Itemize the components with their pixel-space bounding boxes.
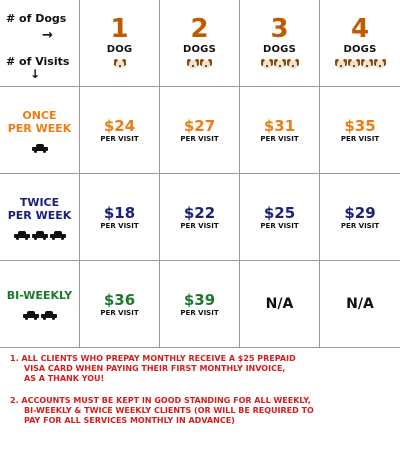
column-header-2 [160, 0, 240, 87]
car-icon [32, 144, 48, 152]
price-cell [160, 261, 240, 348]
footnote-line: AS A THANK YOU! [24, 374, 105, 383]
price-cell [80, 174, 160, 261]
dog-icons [261, 59, 299, 70]
column-header-4 [320, 0, 400, 87]
price-value: $31 [263, 116, 296, 135]
car-icon [14, 231, 30, 239]
dog-count-word: DOGS [262, 44, 296, 55]
row-header-once-per-week [0, 87, 80, 174]
row-label-line2: PER WEEK [7, 121, 72, 135]
row-label-line1: ONCE [22, 108, 57, 122]
footnote-line: VISA CARD WHEN PAYING THEIR FIRST MONTHLY INVOICE, [24, 364, 286, 373]
car-icons [23, 311, 57, 319]
car-icons [14, 231, 66, 239]
per-visit-label: PER VISIT [100, 134, 139, 143]
price-cell-na [320, 261, 400, 348]
per-visit-label: PER VISIT [340, 134, 380, 143]
price-cell [240, 87, 320, 174]
dog-count-word: DOG [106, 44, 133, 55]
car-icon [41, 311, 57, 319]
visits-axis-label: # of Visits [6, 55, 70, 68]
car-icon [50, 231, 66, 239]
price-cell [320, 87, 400, 174]
price-value: $18 [103, 203, 136, 222]
per-visit-label: PER VISIT [100, 221, 139, 230]
price-value: $24 [103, 116, 136, 135]
row-header-bi-weekly [0, 261, 80, 348]
dog-count-word: DOGS [343, 44, 377, 55]
price-value: $36 [103, 290, 136, 309]
dog-face-icon [200, 59, 212, 70]
dog-face-icon [187, 59, 199, 70]
dog-count-number: 3 [270, 14, 289, 44]
footnote-2 [10, 396, 314, 426]
footnote-line: BI-WEEKLY & TWICE WEEKLY CLIENTS (OR WILL BE REQUIRED TO [24, 406, 314, 415]
dog-face-icon [335, 59, 347, 70]
arrow-down-icon: ↓ [30, 67, 41, 81]
price-value: $27 [183, 116, 216, 135]
car-icons [32, 144, 48, 152]
car-icon [23, 311, 39, 319]
car-icon [32, 231, 48, 239]
price-cell [160, 87, 240, 174]
per-visit-label: PER VISIT [260, 134, 299, 143]
not-available-value: N/A [265, 296, 294, 312]
price-value: $39 [183, 290, 216, 309]
dog-icons [335, 59, 386, 70]
dog-face-icon [374, 59, 386, 70]
dog-face-icon [274, 59, 286, 70]
dog-icons [187, 59, 212, 70]
per-visit-label: PER VISIT [180, 134, 219, 143]
dog-count-number: 1 [110, 14, 129, 44]
price-cell [80, 87, 160, 174]
per-visit-label: PER VISIT [340, 221, 380, 230]
dogs-axis-label: # of Dogs [6, 12, 67, 25]
price-cell [80, 261, 160, 348]
price-value: $25 [263, 203, 296, 222]
dog-icons [114, 59, 126, 70]
arrow-right-icon: → [42, 28, 53, 43]
dog-face-icon [348, 59, 360, 70]
footnote-1 [10, 354, 296, 384]
price-value: $35 [344, 116, 376, 135]
per-visit-label: PER VISIT [100, 308, 139, 317]
dog-count-number: 2 [190, 14, 209, 44]
price-cell [160, 174, 240, 261]
not-available-value: N/A [346, 296, 374, 312]
row-header-twice-per-week [0, 174, 80, 261]
per-visit-label: PER VISIT [180, 221, 219, 230]
row-label-line1: BI-WEEKLY [6, 289, 73, 302]
dog-face-icon [361, 59, 373, 70]
column-header-3 [240, 0, 320, 87]
price-cell [240, 174, 320, 261]
row-label-line2: PER WEEK [7, 208, 72, 222]
column-header-1 [80, 0, 160, 87]
dog-count-word: DOGS [182, 44, 216, 55]
footnote-line: 2. ACCOUNTS MUST BE KEPT IN GOOD STANDING FOR ALL WEEKLY, [10, 396, 311, 405]
dog-face-icon [114, 59, 126, 70]
price-value: $22 [183, 203, 216, 222]
price-cell [320, 174, 400, 261]
dog-face-icon [261, 59, 273, 70]
price-cell-na [240, 261, 320, 348]
price-value: $29 [344, 203, 376, 222]
dog-face-icon [287, 59, 299, 70]
corner-header [0, 0, 80, 87]
dog-count-number: 4 [350, 14, 370, 44]
footnote-line: 1. ALL CLIENTS WHO PREPAY MONTHLY RECEIVE A $25 PREPAID [10, 354, 296, 363]
row-label-line1: TWICE [19, 195, 60, 209]
footnote-line: PAY FOR ALL SERVICES MONTHLY IN ADVANCE) [24, 416, 235, 425]
per-visit-label: PER VISIT [260, 221, 299, 230]
per-visit-label: PER VISIT [180, 308, 219, 317]
